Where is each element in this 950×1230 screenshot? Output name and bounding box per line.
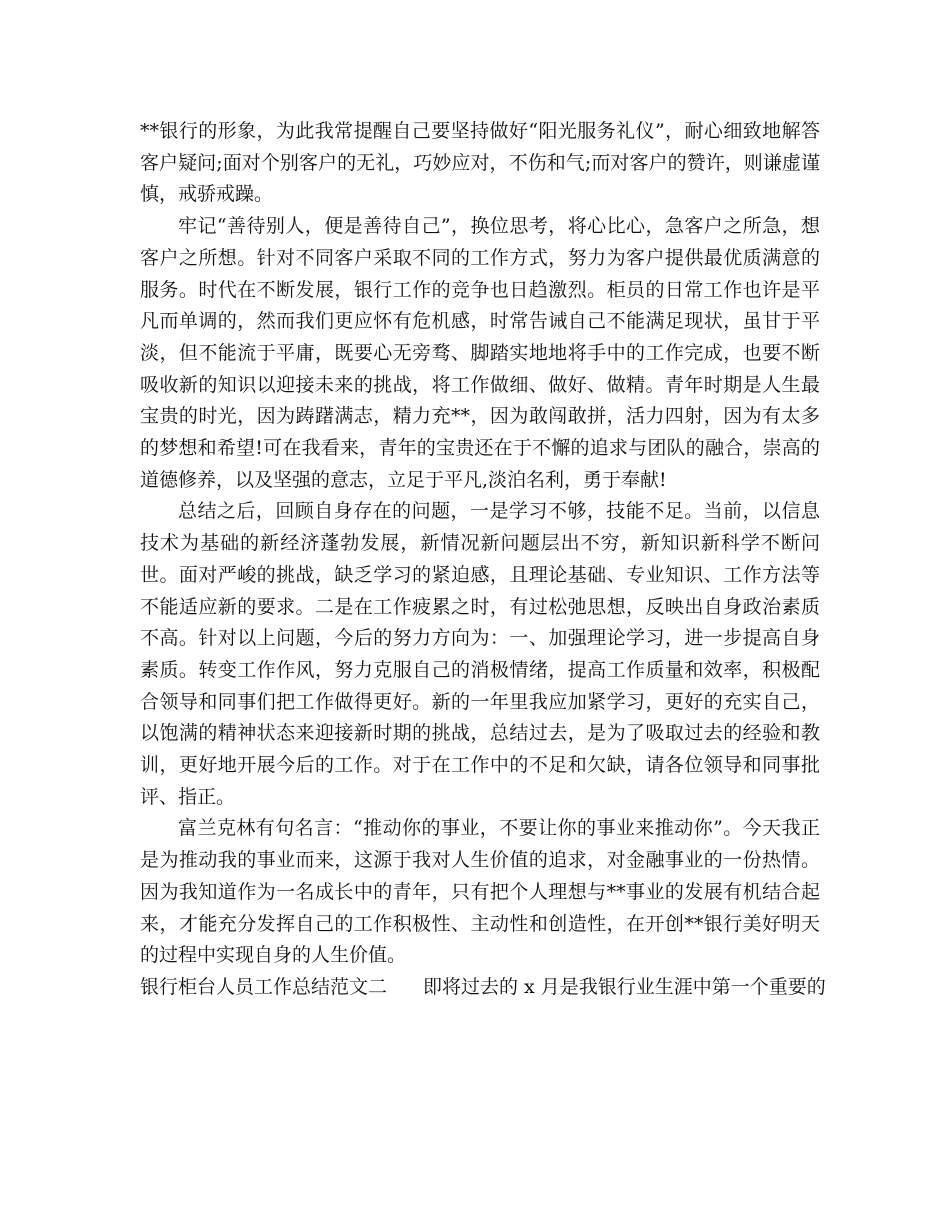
section-start-line [140,972,826,1004]
paragraph-3: 总结之后，回顾自身存在的问题，一是学习不够，技能不足。当前，以信息技术为基础的新经济蓬勃发展，新情况新问题层出不穷，新知识新科学不断问世。面对严峻的挑战，缺乏学习的紧迫感，且理论基础、专业知识、工作方法等不能适应新的要求。二是在工作疲累之时，有过松弛思想，反映出自身政治素质不高。针对以上问题，今后的努力方向为：一、加强理论学习，进一步提高自身素质。转变工作作风，努力克服自己的消极情绪，提高工作质量和效率，积极配合领导和同事们把工作做得更好。新的一年里我应加紧学习，更好的充实自己，以饱满的精神状态来迎接新时期的挑战，总结过去，是为了吸取过去的经验和教训，更好地开展今后的工作。对于在工作中的不足和欠缺，请各位领导和同事批评、指正。 [140,500,820,808]
paragraph-2: 牢记“善待别人，便是善待自己”，换位思考，将心比心，急客户之所急，想客户之所想。针对不同客户采取不同的工作方式，努力为客户提供最优质满意的服务。时代在不断发展，银行工作的竞争也日趋激烈。柜员的日常工作也许是平凡而单调的，然而我们更应怀有危机感，时常告诫自己不能满足现状，虽甘于平淡，但不能流于平庸，既要心无旁骛、脚踏实地地将手中的工作完成，也要不断吸收新的知识以迎接未来的挑战，将工作做细、做好、做精。青年时期是人生最宝贵的时光，因为踌躇满志，精力充**，因为敢闯敢拼，活力四射，因为有太多的梦想和希望!可在我看来，青年的宝贵还在于不懈的追求与团队的融合，崇高的道德修养，以及坚强的意志，立足于平凡,淡泊名利，勇于奉献! [140,215,820,491]
section-heading: 银行柜台人员工作总结范文二 [140,975,388,998]
paragraph-4: 富兰克林有句名言：“推动你的事业，不要让你的事业来推动你”。今天我正是为推动我的事业而来，这源于我对人生价值的追求，对金融事业的一份热情。因为我知道作为一名成长中的青年，只有把个人理想与**事业的发展有机结合起来，才能充分发挥自己的工作积极性、主动性和创造性，在开创**银行美好明天的过程中实现自身的人生价值。 [140,817,820,967]
section-intro: 即将过去的 x 月是我银行业生涯中第一个重要的 [423,975,826,998]
paragraph-1: **银行的形象，为此我常提醒自己要坚持做好“阳光服务礼仪”，耐心细致地解答客户疑问;面对个别客户的无礼，巧妙应对，不伤和气;而对客户的赞许，则谦虚谨慎，戒骄戒躁。 [140,120,820,206]
document-body [140,116,826,1004]
